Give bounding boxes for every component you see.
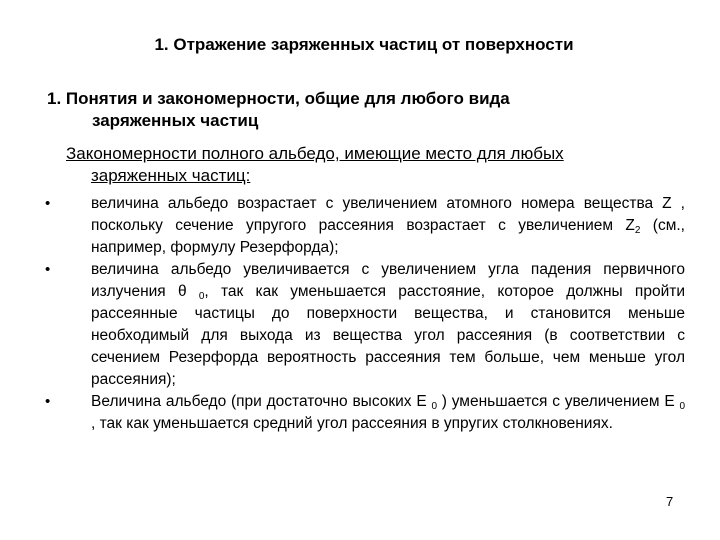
subscript: 0 (679, 401, 685, 412)
subsection-heading-line-1: Закономерности полного альбедо, имеющие место для любых (66, 144, 564, 163)
bullet-text: величина альбедо увеличивается с увеличением угла падения первичного излучения θ (91, 261, 685, 300)
bullet-text: (см., например, формулу Резерфорда); (91, 217, 685, 256)
section-heading-line-2: заряженных частиц (92, 111, 259, 130)
bullet-list (45, 193, 685, 435)
list-item (45, 259, 685, 391)
section-heading-line-1: 1. Понятия и закономерности, общие для любого вида (47, 89, 510, 108)
bullet-text: , так как уменьшается средний угол рассеяния в упругих столкновениях. (91, 415, 613, 432)
bullet-marker: • (45, 393, 51, 410)
section-heading (47, 88, 510, 132)
bullet-text: величина альбедо возрастает с увеличением атомного номера вещества Z , поскольку сечение упругого рассеяния возрастает с увеличением Z (91, 195, 685, 234)
list-item (45, 193, 685, 259)
bullet-marker: • (45, 261, 51, 278)
subsection-heading (66, 143, 564, 187)
bullet-text: ) уменьшается с увеличением E (437, 393, 680, 410)
subscript: 0 (431, 401, 438, 412)
bullet-marker: • (45, 195, 51, 212)
subscript: 0 (198, 291, 205, 302)
list-item (45, 391, 685, 435)
slide-title: 1. Отражение заряженных частиц от поверхности (154, 35, 574, 54)
subsection-heading-line-2: заряженных частиц: (91, 166, 251, 185)
page-number: 7 (666, 494, 674, 509)
bullet-text: , так как уменьшается расстояние, которое должны пройти рассеянные частицы до поверхности вещества, и становится меньше необходимый для выхода из вещества угол рассеяния (в соответствии с сечением Резерфорда вероятность рассеяния тем больше, чем меньше угол рассеяния); (91, 283, 685, 388)
subscript: 2 (634, 225, 641, 236)
bullet-text: Величина альбедо (при достаточно высоких E (91, 393, 432, 410)
